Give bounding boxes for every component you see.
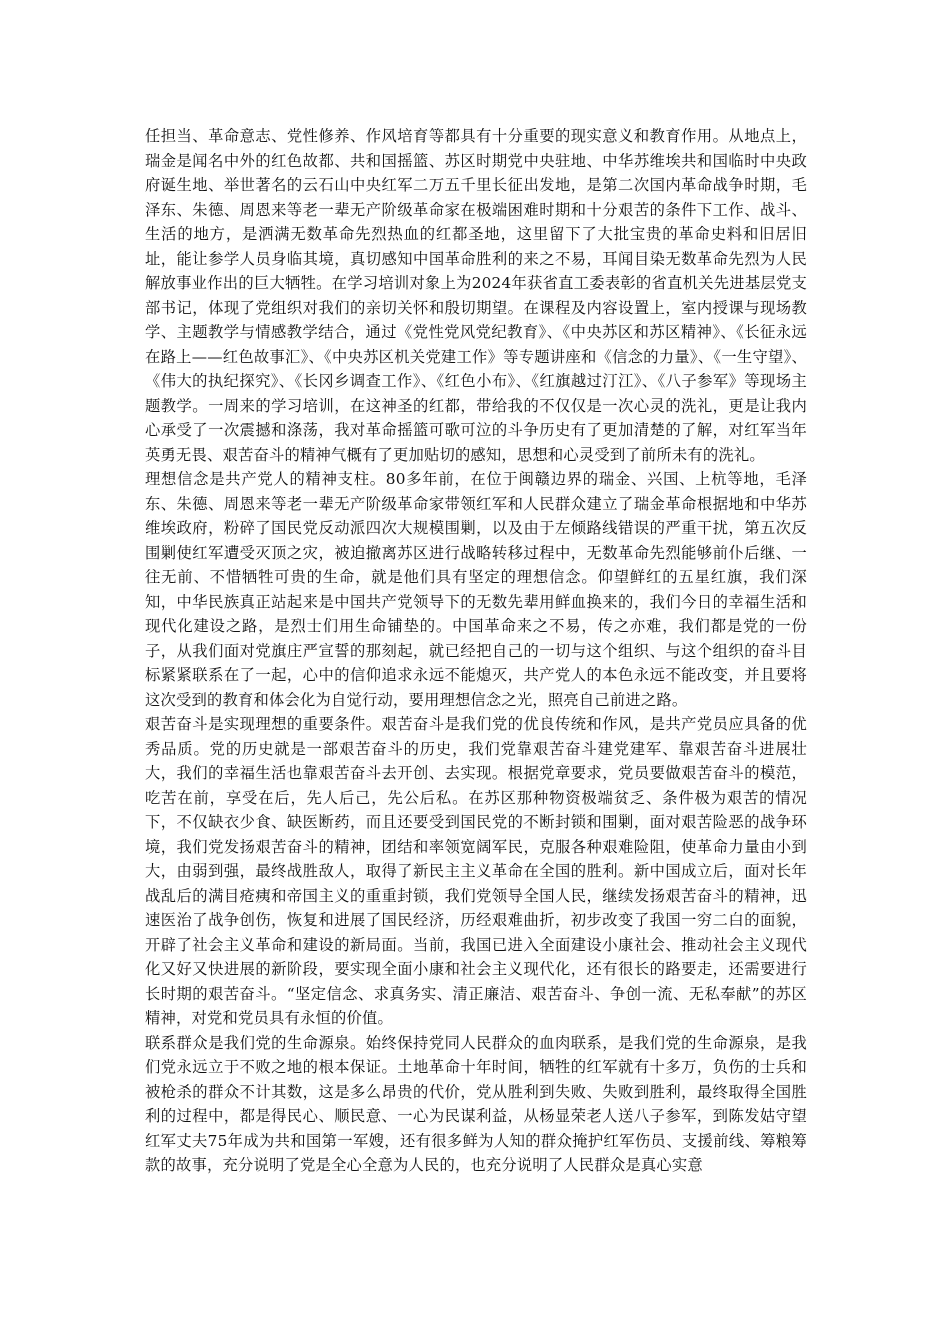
- paragraph-intro-continuation: 任担当、革命意志、党性修养、作风培育等都具有十分重要的现实意义和教育作用。从地点上，瑞金是闻名中外的红色故都、共和国摇篮、苏区时期党中央驻地、中华苏维埃共和国临时中央政府诞生地、举世著名的云石山中央红军二万五千里长征出发地，是第二次国内革命战争时期，毛泽东、朱德、周恩来等老一辈无产阶级革命家在极端困难时期和十分艰苦的条件下工作、战斗、生活的地方，是洒满无数革命先烈热血的红都圣地，这里留下了大批宝贵的革命史料和旧居旧址，能让参学人员身临其境，真切感知中国革命胜利的来之不易，耳闻目染无数革命先烈为人民解放事业作出的巨大牺牲。在学习培训对象上为2024年获省直工委表彰的省直机关先进基层党支部书记，体现了党组织对我们的亲切关怀和殷切期望。在课程及内容设置上，室内授课与现场教学、主题教学与情感教学结合，通过《党性党风党纪教育》、《中央苏区和苏区精神》、《长征永远在路上——红色故事汇》、《中央苏区机关党建工作》等专题讲座和《信念的力量》、《一生守望》、《伟大的执纪探究》、《长冈乡调查工作》、《红色小布》、《红旗越过汀江》、《八子参军》等现场主题教学。一周来的学习培训，在这神圣的红都，带给我的不仅仅是一次心灵的洗礼，更是让我内心承受了一次震撼和涤荡，我对革命摇篮可歌可泣的斗争历史有了更加清楚的了解，对红军当年英勇无畏、艰苦奋斗的精神气概有了更加贴切的感知，思想和心灵受到了前所未有的洗礼。: [145, 127, 807, 464]
- document-body: [145, 124, 807, 1178]
- paragraph-mass-connection: 联系群众是我们党的生命源泉。始终保持党同人民群众的血肉联系，是我们党的生命源泉，是我们党永远立于不败之地的根本保证。土地革命十年时间，牺牲的红军就有十多万，负伤的士兵和被枪杀的群众不计其数，这是多么昂贵的代价，党从胜利到失败、失败到胜利，最终取得全国胜利的过程中，都是得民心、顺民意、一心为民谋利益，从杨显荣老人送八子参军，到陈发姑守望红军丈夫75年成为共和国第一军嫂，还有很多鲜为人知的群众掩护红军伤员、支援前线、筹粮筹款的故事，充分说明了党是全心全意为人民的，也充分说明了人民群众是真心实意: [145, 1033, 807, 1174]
- paragraph-ideals-and-beliefs: 理想信念是共产党人的精神支柱。80多年前，在位于闽赣边界的瑞金、兴国、上杭等地，毛泽东、朱德、周恩来等老一辈无产阶级革命家带领红军和人民群众建立了瑞金革命根据地和中华苏维埃政府，粉碎了国民党反动派四次大规模围剿，以及由于左倾路线错误的严重干扰，第五次反围剿使红军遭受灭顶之灾，被迫撤离苏区进行战略转移过程中，无数革命先烈能够前仆后继、一往无前、不惜牺牲可贵的生命，就是他们具有坚定的理想信念。仰望鲜红的五星红旗，我们深知，中华民族真正站起来是中国共产党领导下的无数先辈用鲜血换来的，我们今日的幸福生活和现代化建设之路，是烈士们用生命铺垫的。中国革命来之不易，传之亦难，我们都是党的一份子，从我们面对党旗庄严宣誓的那刻起，就已经把自己的一切与这个组织、与这个组织的奋斗目标紧紧联系在了一起，心中的信仰追求永远不能熄灭，共产党人的本色永远不能改变，并且要将这次受到的教育和体会化为自觉行动，要用理想信念之光，照亮自己前进之路。: [145, 470, 807, 709]
- paragraph-hard-struggle: 艰苦奋斗是实现理想的重要条件。艰苦奋斗是我们党的优良传统和作风，是共产党员应具备的优秀品质。党的历史就是一部艰苦奋斗的历史，我们党靠艰苦奋斗建党建军、靠艰苦奋斗进展壮大，我们的幸福生活也靠艰苦奋斗去开创、去实现。根据党章要求，党员要做艰苦奋斗的模范，吃苦在前，享受在后，先人后己，先公后私。在苏区那种物资极端贫乏、条件极为艰苦的情况下，不仅缺衣少食、缺医断药，而且还要受到国民党的不断封锁和围剿，面对艰苦险恶的战争环境，我们党发扬艰苦奋斗的精神，团结和率领宽阔军民，克服各种艰难险阻，使革命力量由小到大，由弱到强，最终战胜敌人，取得了新民主主义革命在全国的胜利。新中国成立后，面对长年战乱后的满目疮痍和帝国主义的重重封锁，我们党领导全国人民，继续发扬艰苦奋斗的精神，迅速医治了战争创伤，恢复和进展了国民经济，历经艰难曲折，初步改变了我国一穷二白的面貌，开辟了社会主义革命和建设的新局面。当前，我国已进入全面建设小康社会、推动社会主义现代化又好又快进展的新阶段，要实现全面小康和社会主义现代化，还有很长的路要走，还需要进行长时期的艰苦奋斗。“坚定信念、求真务实、清正廉洁、艰苦奋斗、争创一流、无私奉献”的苏区精神，对党和党员具有永恒的价值。: [145, 715, 807, 1027]
